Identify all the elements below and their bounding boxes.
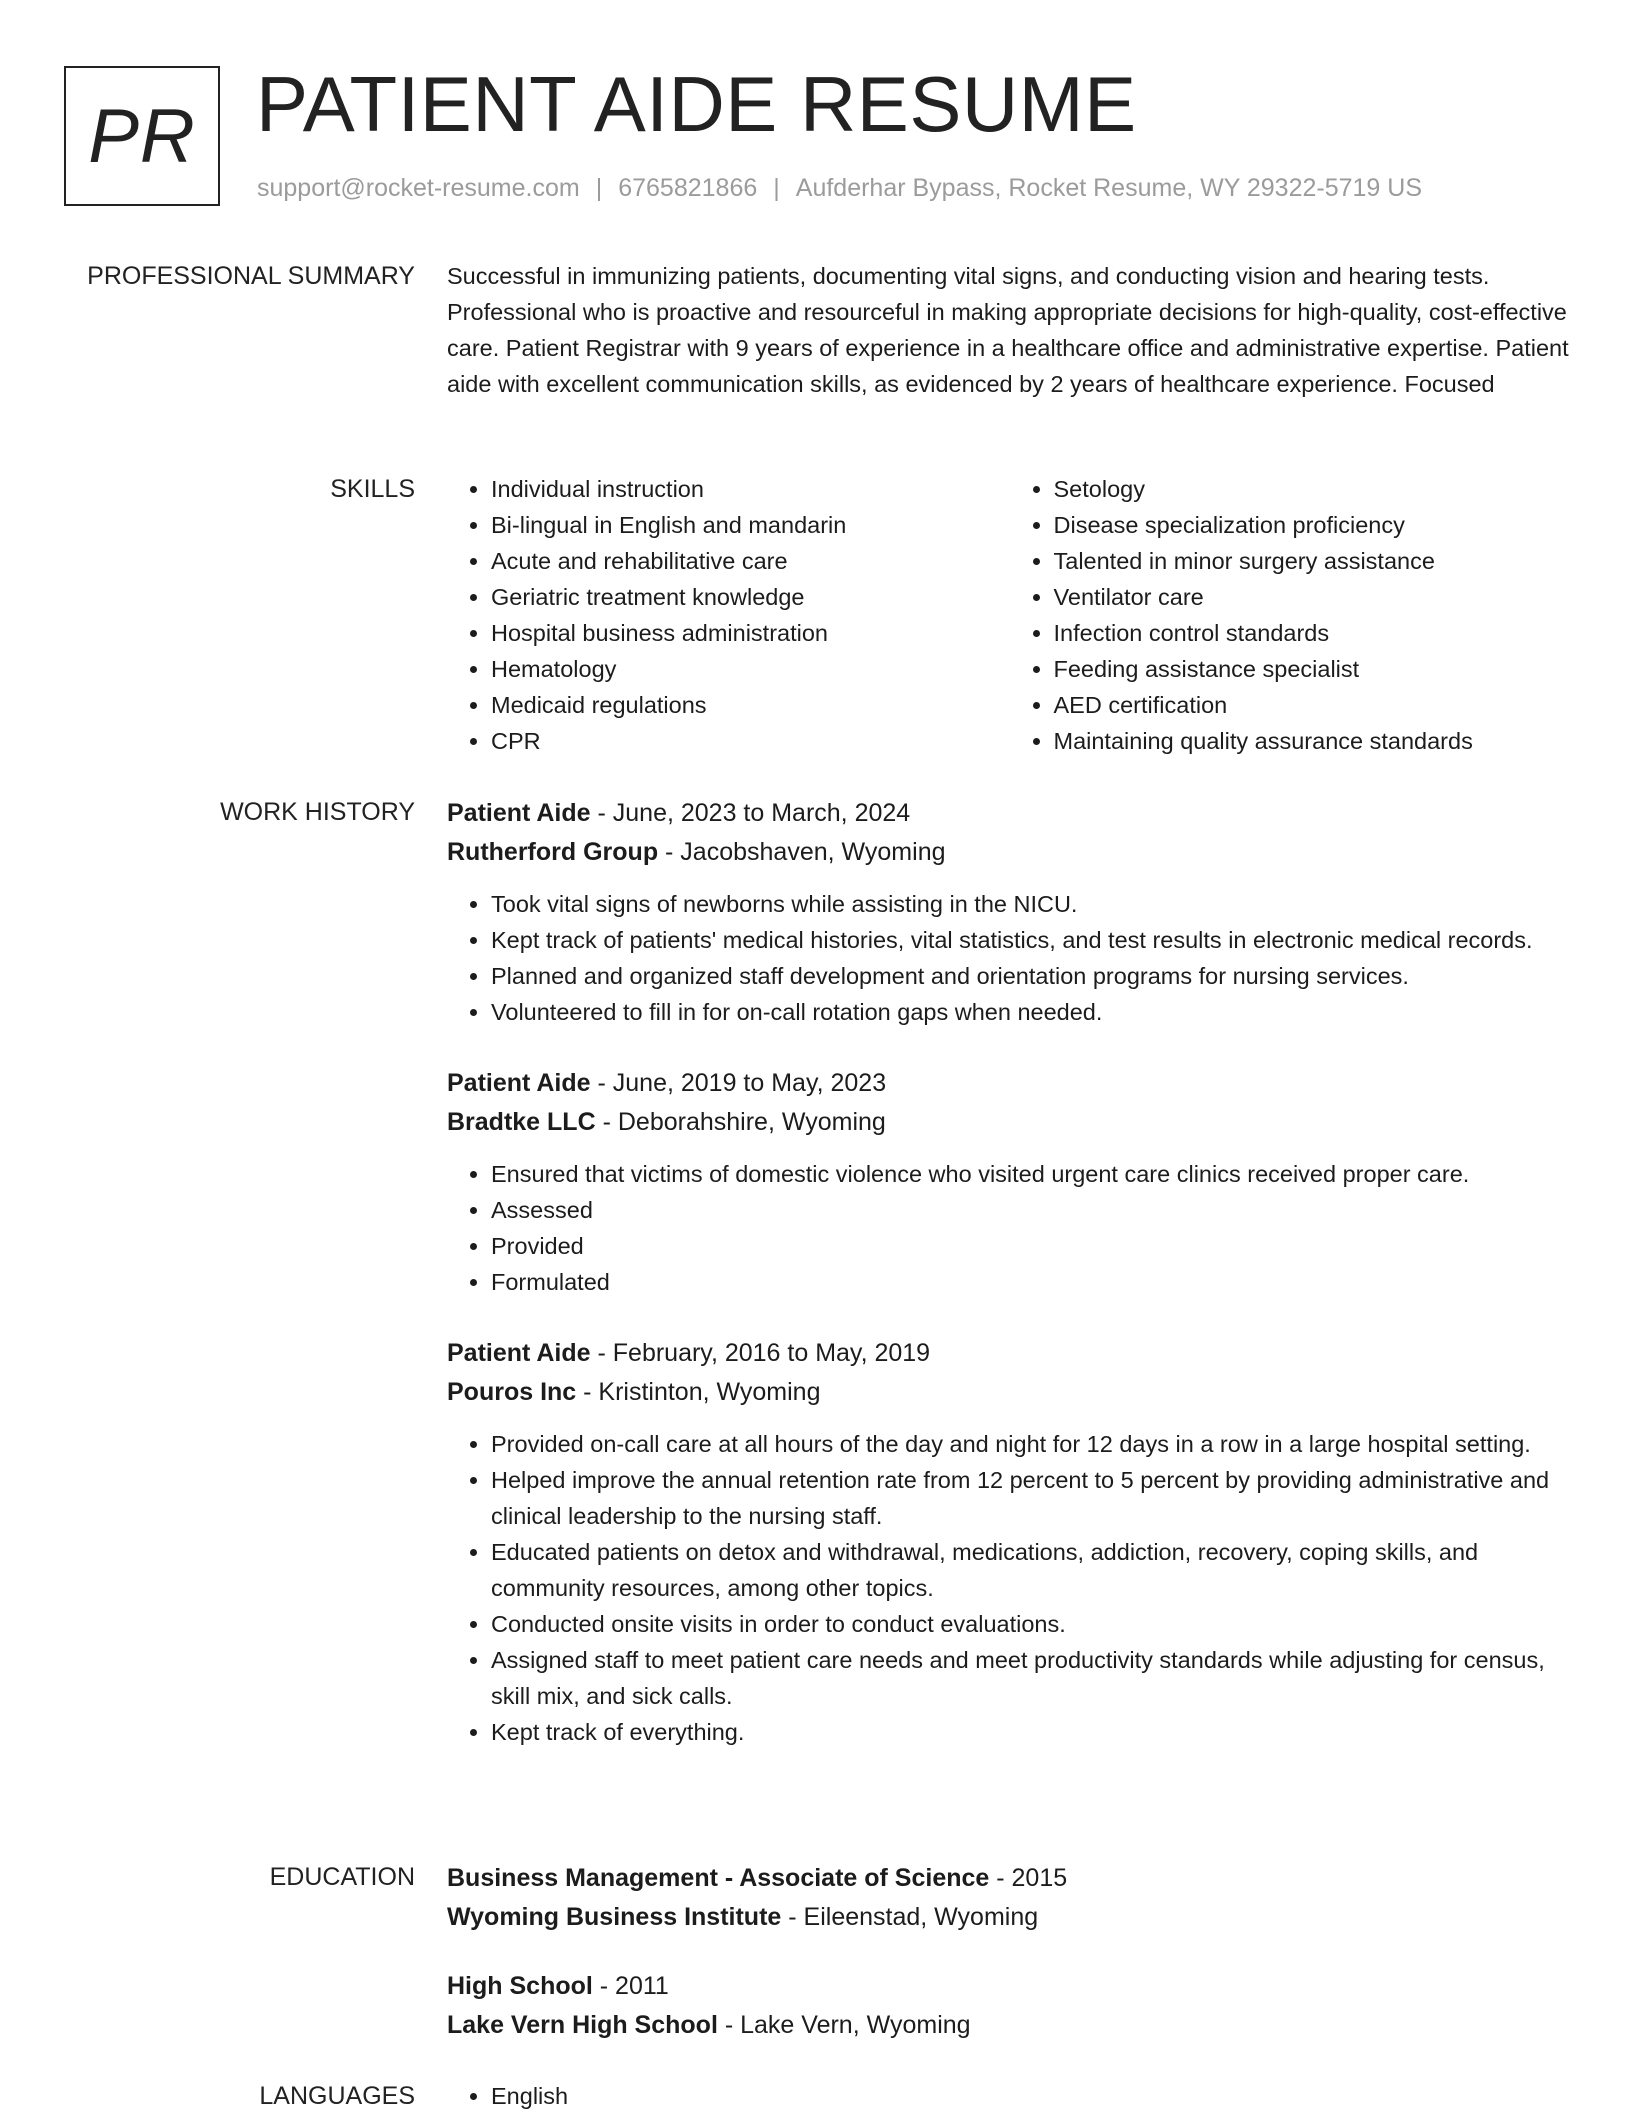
job-bullet: • Provided	[491, 1228, 1572, 1264]
skill-item: • Bi-lingual in English and mandarin	[491, 507, 1010, 543]
job-bullet: • Educated patients on detox and withdrawal, medications, addiction, recovery, coping skills, and community resources, among other topics.	[491, 1534, 1572, 1606]
section-label-work: WORK HISTORY	[220, 798, 415, 826]
skill-item: • Individual instruction	[491, 471, 1010, 507]
skill-item: • Disease specialization proficiency	[1054, 507, 1573, 543]
job-entry	[447, 794, 1572, 1030]
education-location: - Eileenstad, Wyoming	[781, 1903, 1039, 1931]
summary-content	[447, 258, 1572, 402]
job-bullets	[447, 886, 1572, 1030]
skills-list-right	[1010, 471, 1573, 759]
skill-item: • Setology	[1054, 471, 1573, 507]
skill-item: • Hematology	[491, 651, 1010, 687]
job-bullet: • Took vital signs of newborns while assisting in the NICU.	[491, 886, 1572, 922]
job-title: Patient Aide	[447, 1069, 591, 1097]
job-bullet: • Formulated	[491, 1264, 1572, 1300]
job-bullet: • Provided on-call care at all hours of the day and night for 12 days in a row in a large hospital setting.	[491, 1426, 1572, 1462]
job-bullets	[447, 1156, 1572, 1300]
language-item: • English	[491, 2078, 1572, 2114]
job-bullet: • Volunteered to fill in for on-call rotation gaps when needed.	[491, 994, 1572, 1030]
education-entry	[447, 1967, 1572, 2045]
job-bullet: • Planned and organized staff development and orientation programs for nursing services.	[491, 958, 1572, 994]
job-bullet: • Assessed	[491, 1192, 1572, 1228]
job-company: Bradtke LLC	[447, 1108, 596, 1136]
education-school: Wyoming Business Institute	[447, 1903, 782, 1931]
education-content	[447, 1859, 1572, 2075]
job-dates: - June, 2023 to March, 2024	[590, 799, 911, 827]
skill-item: • CPR	[491, 723, 1010, 759]
job-entry	[447, 1064, 1572, 1300]
job-bullet: • Kept track of everything.	[491, 1714, 1572, 1750]
job-company-line	[447, 1103, 1572, 1142]
job-location: - Jacobshaven, Wyoming	[658, 838, 946, 866]
job-company-line	[447, 833, 1572, 872]
education-degree-line	[447, 1967, 1572, 2006]
job-location: - Kristinton, Wyoming	[576, 1378, 821, 1406]
job-title: Patient Aide	[447, 799, 591, 827]
job-location: - Deborahshire, Wyoming	[595, 1108, 886, 1136]
languages-list	[447, 2078, 1572, 2114]
contact-phone: 6765821866	[618, 174, 758, 202]
education-degree-line	[447, 1859, 1572, 1898]
job-company-line	[447, 1373, 1572, 1412]
section-label-skills: SKILLS	[330, 475, 415, 503]
summary-text: Successful in immunizing patients, documenting vital signs, and conducting vision and hearing tests. Professional who is proactive and resourceful in making appropriate decisions for high-quality, cost-effective care. Patient Registrar with 9 years of experience in a healthcare office and administrative expertise. Patient aide with excellent communication skills, as evidenced by 2 years of healthcare experience. Focused	[447, 263, 1569, 397]
section-label-languages: LANGUAGES	[259, 2082, 415, 2110]
contact-separator: |	[773, 174, 780, 202]
resume-title: PATIENT AIDE RESUME	[256, 60, 1137, 148]
job-title-line	[447, 1064, 1572, 1103]
contact-email: support@rocket-resume.com	[257, 174, 580, 202]
skills-list-left	[447, 471, 1010, 759]
job-entry	[447, 1334, 1572, 1750]
education-school-line	[447, 2006, 1572, 2045]
languages-content	[447, 2078, 1572, 2114]
skill-item: • Maintaining quality assurance standards	[1054, 723, 1573, 759]
skill-item: • Infection control standards	[1054, 615, 1573, 651]
education-location: - Lake Vern, Wyoming	[717, 2011, 971, 2039]
skill-item: • AED certification	[1054, 687, 1573, 723]
contact-line	[257, 174, 1422, 203]
job-bullet: • Conducted onsite visits in order to conduct evaluations.	[491, 1606, 1572, 1642]
monogram-logo: PR	[64, 66, 220, 206]
education-degree: High School	[447, 1972, 593, 2000]
job-company: Pouros Inc	[447, 1378, 577, 1406]
job-dates: - February, 2016 to May, 2019	[590, 1339, 931, 1367]
skills-content	[447, 471, 1572, 759]
skill-item: • Hospital business administration	[491, 615, 1010, 651]
skill-item: • Geriatric treatment knowledge	[491, 579, 1010, 615]
skill-item: • Ventilator care	[1054, 579, 1573, 615]
contact-address: Aufderhar Bypass, Rocket Resume, WY 29322-5719 US	[795, 174, 1423, 202]
education-year: - 2011	[592, 1972, 669, 2000]
job-title-line	[447, 1334, 1572, 1373]
education-degree: Business Management - Associate of Science	[447, 1864, 990, 1892]
contact-separator: |	[595, 174, 603, 202]
job-bullets	[447, 1426, 1572, 1750]
education-entry	[447, 1859, 1572, 1937]
job-bullet: • Kept track of patients' medical histories, vital statistics, and test results in electronic medical records.	[491, 922, 1572, 958]
work-content	[447, 794, 1572, 1784]
education-school-line	[447, 1898, 1572, 1937]
job-title-line	[447, 794, 1572, 833]
skill-item: • Acute and rehabilitative care	[491, 543, 1010, 579]
job-bullet: • Assigned staff to meet patient care needs and meet productivity standards while adjusting for census, skill mix, and sick calls.	[491, 1642, 1572, 1714]
section-label-education: EDUCATION	[269, 1863, 415, 1891]
job-company: Rutherford Group	[447, 838, 659, 866]
job-bullet: • Ensured that victims of domestic violence who visited urgent care clinics received proper care.	[491, 1156, 1572, 1192]
job-dates: - June, 2019 to May, 2023	[590, 1069, 887, 1097]
skill-item: • Feeding assistance specialist	[1054, 651, 1573, 687]
section-label-summary: PROFESSIONAL SUMMARY	[87, 262, 415, 290]
education-school: Lake Vern High School	[447, 2011, 718, 2039]
skill-item: • Medicaid regulations	[491, 687, 1010, 723]
job-bullet: • Helped improve the annual retention rate from 12 percent to 5 percent by providing administrative and clinical leadership to the nursing staff.	[491, 1462, 1572, 1534]
job-title: Patient Aide	[447, 1339, 591, 1367]
education-year: - 2015	[989, 1864, 1068, 1892]
skill-item: • Talented in minor surgery assistance	[1054, 543, 1573, 579]
